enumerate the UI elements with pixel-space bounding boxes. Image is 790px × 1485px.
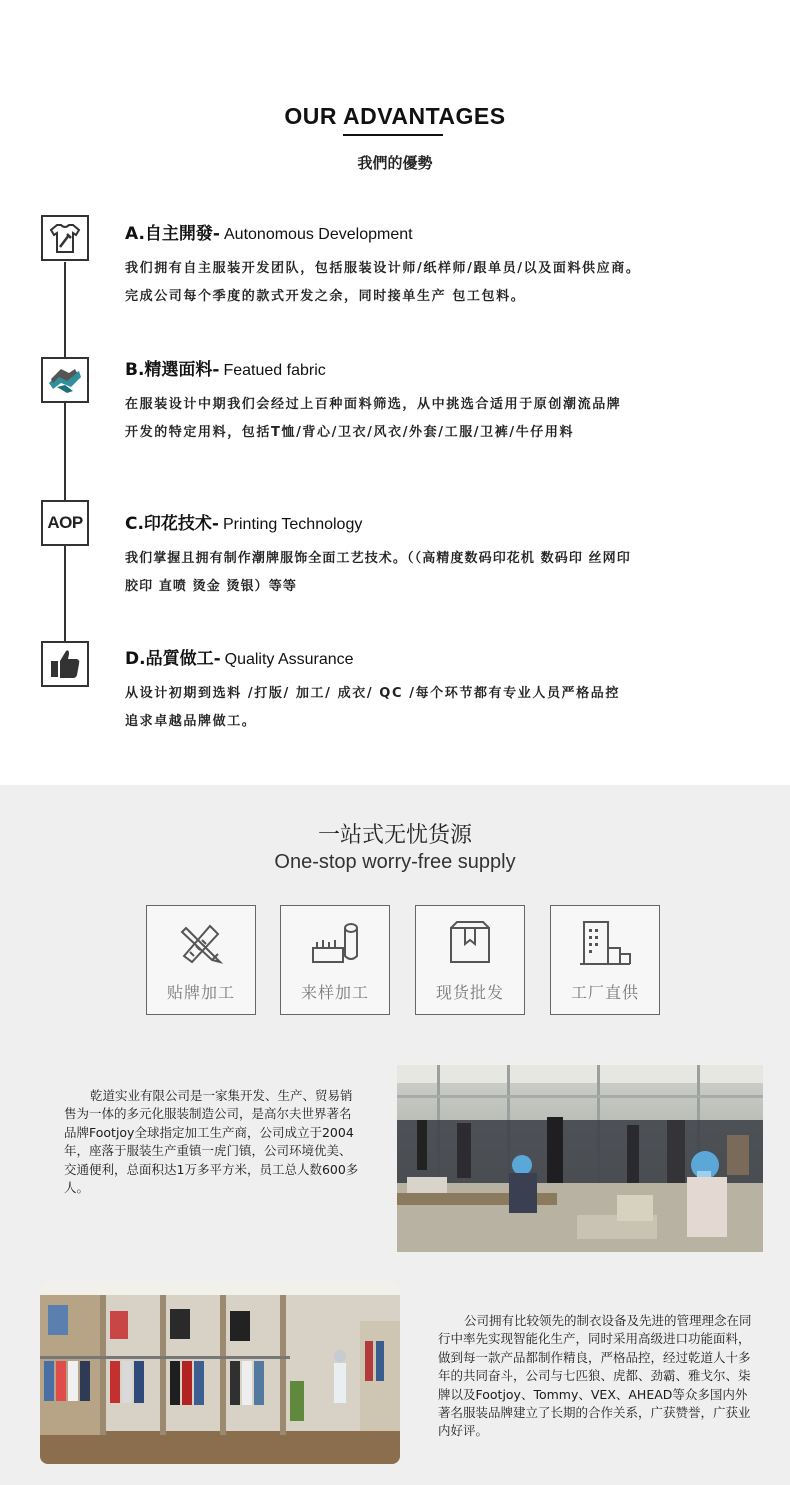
advantage-heading-cn: B.精選面料- <box>125 360 220 380</box>
service-label: 来样加工 <box>300 983 369 1002</box>
advantage-description <box>125 255 775 311</box>
advantage-heading-en: Quality Assurance <box>224 651 354 668</box>
factory-building-icon <box>576 918 634 968</box>
advantages-title: OUR ADVANTAGES <box>284 103 506 129</box>
service-label: 贴牌加工 <box>166 983 235 1002</box>
advantage-line: 开发的特定用料，包括T恤/背心/卫衣/风衣/外套/工服/卫裤/牛仔用料 <box>125 425 575 440</box>
supply-section <box>0 785 790 1485</box>
advantage-item-autonomous-development <box>125 219 775 311</box>
pencil-ruler-icon <box>176 918 226 968</box>
advantage-heading-en: Featued fabric <box>223 362 326 379</box>
advantage-line: 从设计初期到选料 /打版/ 加工/ 成衣/ QC /每个环节都有专业人员严格品控 <box>125 686 620 701</box>
service-card-sample-processing[interactable] <box>280 905 390 1015</box>
advantage-heading-en: Printing Technology <box>223 516 363 533</box>
advantage-heading-cn: D.品質做工- <box>125 649 221 669</box>
aop-icon <box>41 500 89 546</box>
advantage-description <box>125 680 775 736</box>
advantage-line: 完成公司每个季度的款式开发之余，同时接单生产 包工包料。 <box>125 289 526 304</box>
service-card-stock-wholesale[interactable] <box>415 905 525 1015</box>
advantage-item-featured-fabric <box>125 355 775 447</box>
advantage-heading-en: Autonomous Development <box>224 226 413 243</box>
advantage-line: 在服装设计中期我们会经过上百种面料筛选，从中挑选合适用于原创潮流品牌 <box>125 397 622 412</box>
company-capability-text <box>438 1312 752 1441</box>
service-label: 现货批发 <box>435 983 504 1002</box>
fabric-icon <box>41 357 89 403</box>
advantage-line: 我们掌握且拥有制作潮牌服饰全面工艺技术。（（高精度数码印花机 数码印 丝网印 <box>125 551 631 566</box>
company-capability-body: 公司拥有比较领先的制衣设备及先进的管理理念在同行中率先实现智能化生产，同时采用高级进口功能面料，做到每一款产品都制作精良，严格品控，经过乾道人十多年的共同奋斗，公司与七匹狼、虎都、劲霸、雅戈尔、柒牌以及Footjoy、Tommy、VEX、AHEAD等众多国内外著名服装品牌建立了长期的合作关系，广获赞誉，广获业内好评。 <box>438 1313 752 1439</box>
advantage-heading <box>125 355 775 380</box>
advantages-subtitle: 我們的優勢 <box>357 154 433 172</box>
advantage-heading <box>125 219 775 244</box>
service-card-oem[interactable] <box>146 905 256 1015</box>
advantage-heading-cn: C.印花技术- <box>125 514 219 534</box>
box-icon <box>445 918 495 968</box>
advantage-heading-cn: A.自主開發- <box>125 224 220 244</box>
thumbs-up-icon <box>41 641 89 687</box>
company-intro-text <box>64 1087 362 1197</box>
factory-floor-photo <box>397 1065 763 1252</box>
advantage-heading <box>125 509 775 534</box>
service-label: 工厂直供 <box>570 983 639 1002</box>
title-underline <box>343 134 443 136</box>
fabric-roll-icon <box>309 918 361 968</box>
aop-icon-text: AOP <box>47 513 83 532</box>
supply-title: 一站式无忧货源 <box>317 823 472 848</box>
timeline-line <box>64 262 66 657</box>
advantage-line: 追求卓越品牌做工。 <box>125 714 257 729</box>
service-card-factory-direct[interactable] <box>550 905 660 1015</box>
company-intro-body: 乾道实业有限公司是一家集开发、生产、贸易销售为一体的多元化服装制造公司，是高尔夫世界著名品牌Footjoy全球指定加工生产商，公司成立于2004年，座落于服装生产重镇一虎门镇，公司环境优美、交通便利，总面积达1万多平方米，员工总人数600多人。 <box>64 1088 359 1196</box>
advantage-description <box>125 545 775 601</box>
advantage-item-printing-technology <box>125 509 775 601</box>
advantage-line: 我们拥有自主服装开发团队，包括服装设计师/纸样师/跟单员/以及面料供应商。 <box>125 261 641 276</box>
tshirt-design-icon <box>41 215 89 261</box>
advantage-heading <box>125 644 775 669</box>
advantage-item-quality-assurance <box>125 644 775 736</box>
supply-subtitle: One-stop worry-free supply <box>274 851 516 873</box>
advantage-description <box>125 391 775 447</box>
advantage-line: 胶印 直喷 烫金 烫银）等等 <box>125 579 297 594</box>
showroom-photo <box>40 1281 400 1464</box>
